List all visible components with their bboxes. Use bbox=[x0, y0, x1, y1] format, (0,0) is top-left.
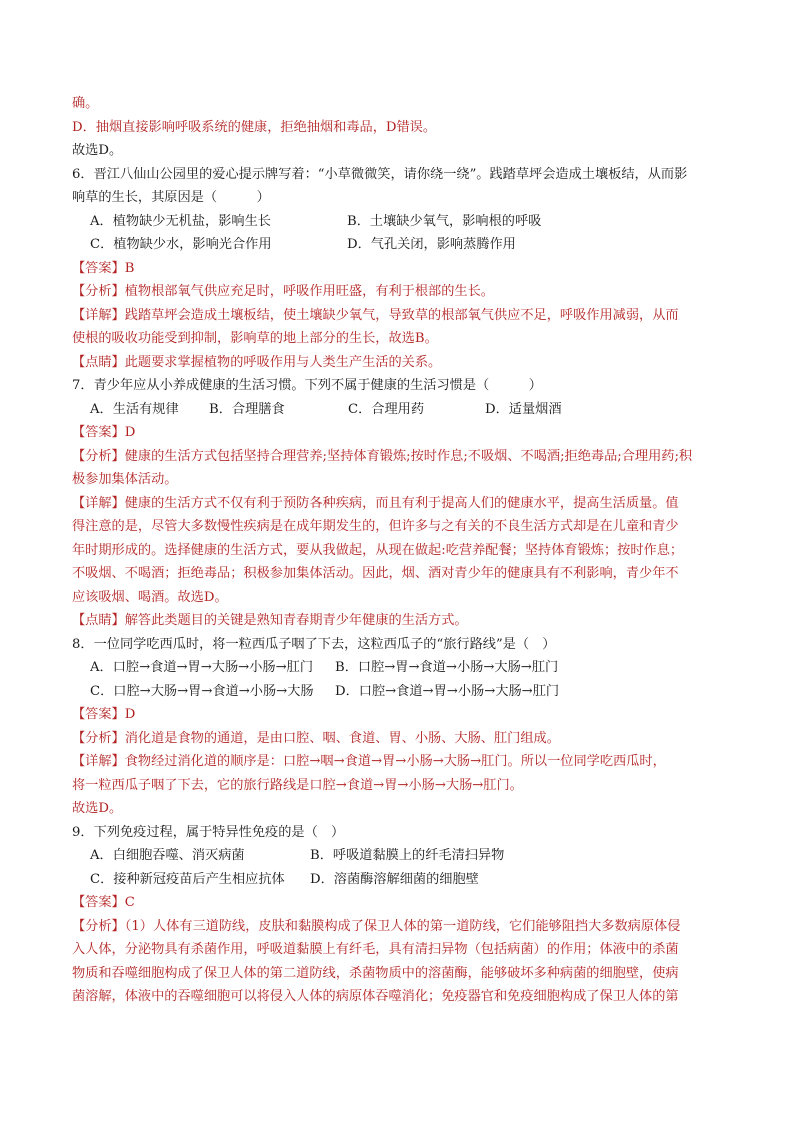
q7-detail-cont-4: 应该吸烟、喝酒。故选D。 bbox=[72, 589, 228, 605]
q6-option-d: D．气孔关闭，影响蒸腾作用 bbox=[347, 237, 516, 252]
q7-option-c: C．合理用药 bbox=[348, 401, 425, 417]
q7-options-row bbox=[72, 398, 722, 422]
q6-options-row-1 bbox=[72, 210, 722, 234]
answer-value: D bbox=[124, 425, 136, 440]
q8-detail bbox=[72, 750, 722, 774]
detail-text: 健康的生活方式不仅有利于预防各种疾病，而且有利于提高人们的健康水平，提高生活质量。值 bbox=[124, 495, 679, 511]
answer-tag: 【答案】 bbox=[72, 895, 125, 910]
q8-detail-cont: 将一粒西瓜子咽了下去，它的旅行路线是口腔→食道→胃→小肠→大肠→肛门。 bbox=[72, 777, 523, 793]
q6-answer bbox=[72, 257, 722, 281]
q9-option-c: C．接种新冠疫苗后产生相应抗体 bbox=[90, 871, 285, 887]
q7-detail-cont-3: 不吸烟、不喝酒；拒绝毒品；积极参加集体活动。因此，烟、酒对青少年的健康具有不利影响，青少年不 bbox=[72, 566, 679, 581]
q8-stem: 8．一位同学吃西瓜时，将一粒西瓜子咽了下去，这粒西瓜子的“旅行路线”是（ ） bbox=[72, 636, 556, 652]
q9-stem: 9．下列免疫过程，属于特异性免疫的是（ ） bbox=[72, 824, 345, 840]
answer-value: C bbox=[124, 895, 135, 910]
analysis-tag: 【分析】 bbox=[72, 448, 125, 464]
q7-analysis bbox=[72, 445, 722, 469]
point-text: 此题要求掌握植物的呼吸作用与人类生产生活的关系。 bbox=[124, 354, 442, 370]
answer-tag: 【答案】 bbox=[72, 260, 125, 276]
analysis-text: 健康的生活方式包括坚持合理营养;坚持体育锻炼;按时作息;不吸烟、不喝酒;拒绝毒品;合理用药;积 bbox=[124, 448, 693, 464]
q9-analysis-cont-1: 入人体，分泌物具有杀菌作用，呼吸道黏膜上有纤毛，具有清扫异物（包括病菌）的作用；体液中的杀菌 bbox=[72, 942, 679, 957]
point-text: 解答此类题目的关键是熟知青春期青少年健康的生活方式。 bbox=[124, 613, 468, 628]
q6-option-c: C．植物缺少水，影响光合作用 bbox=[90, 237, 272, 252]
q5-conclusion: 故选D。 bbox=[72, 143, 123, 158]
answer-tag: 【答案】 bbox=[72, 425, 125, 440]
analysis-text: （1）人体有三道防线，皮肤和黏膜构成了保卫人体的第一道防线，它们能够阻挡大多数病原体侵 bbox=[124, 918, 681, 934]
q6-stem: 6．晋江八仙山公园里的爱心提示牌写着：“小草微微笑，请你绕一绕”。践踏草坪会造成土壤板结，从而影 bbox=[72, 166, 688, 182]
q6-option-a: A．植物缺少无机盐，影响生长 bbox=[90, 213, 271, 229]
q7-option-d: D．适量烟酒 bbox=[485, 401, 562, 417]
q5-explanation-tail: 确。 bbox=[72, 96, 99, 111]
q8-option-b: B．口腔→胃→食道→小肠→大肠→肛门 bbox=[335, 660, 559, 675]
q7-option-a: A．生活有规律 bbox=[90, 401, 179, 417]
q9-analysis bbox=[72, 915, 722, 939]
q9-option-a: A．白细胞吞噬、消灭病菌 bbox=[90, 848, 245, 863]
point-tag: 【点睛】 bbox=[72, 354, 125, 370]
q9-options-row-2 bbox=[72, 868, 722, 892]
q9-analysis-cont-2: 物质和吞噬细胞构成了保卫人体的第二道防线，杀菌物质中的溶菌酶，能够破坏多种病菌的细胞壁，使病 bbox=[72, 965, 679, 981]
q6-stem-cont: 响草的生长，其原因是（ ） bbox=[72, 190, 270, 205]
analysis-tag: 【分析】 bbox=[72, 284, 125, 299]
q6-detail bbox=[72, 304, 722, 328]
q7-option-b: B．合理膳食 bbox=[209, 401, 285, 417]
q5-option-d-explanation: D．抽烟直接影响呼吸系统的健康，拒绝抽烟和毒品，D错误。 bbox=[72, 119, 437, 135]
analysis-tag: 【分析】 bbox=[72, 730, 125, 746]
q7-answer bbox=[72, 421, 722, 445]
detail-text: 食物经过消化道的顺序是：口腔→咽→食道→胃→小肠→大肠→肛门。所以一位同学吃西瓜时， bbox=[124, 754, 666, 769]
q9-answer bbox=[72, 891, 722, 915]
q7-point bbox=[72, 609, 722, 633]
q9-option-b: B．呼吸道黏膜上的纤毛清扫异物 bbox=[310, 848, 505, 863]
q7-detail bbox=[72, 492, 722, 516]
detail-tag: 【详解】 bbox=[72, 495, 125, 511]
answer-tag: 【答案】 bbox=[72, 707, 125, 722]
analysis-text: 植物根部氧气供应充足时，呼吸作用旺盛，有利于根部的生长。 bbox=[124, 284, 494, 299]
document-page bbox=[72, 92, 722, 1009]
q7-analysis-cont: 极参加集体活动。 bbox=[72, 472, 178, 487]
q8-option-c: C．口腔→大肠→胃→食道→小肠→大肠 bbox=[90, 683, 314, 699]
point-tag: 【点睛】 bbox=[72, 613, 125, 628]
q8-option-d: D．口腔→食道→胃→小肠→大肠→肛门 bbox=[335, 683, 560, 699]
detail-tag: 【详解】 bbox=[72, 307, 125, 323]
q6-analysis bbox=[72, 280, 722, 304]
q6-options-row-2 bbox=[72, 233, 722, 257]
q7-stem: 7．青少年应从小养成健康的生活习惯。下列不属于健康的生活习惯是（ ） bbox=[72, 378, 542, 393]
detail-tag: 【详解】 bbox=[72, 754, 125, 769]
analysis-text: 消化道是食物的通道，是由口腔、咽、食道、胃、小肠、大肠、肛门组成。 bbox=[124, 730, 560, 746]
q7-detail-cont-1: 得注意的是，尽管大多数慢性疾病是在成年期发生的，但许多与之有关的不良生活方式却是在儿童和青少 bbox=[72, 519, 679, 534]
q6-option-b: B．土壤缺少氧气，影响根的呼吸 bbox=[347, 213, 542, 229]
answer-value: D bbox=[124, 707, 136, 722]
q8-conclusion: 故选D。 bbox=[72, 801, 123, 816]
q6-detail-cont: 使根的吸收功能受到抑制，影响草的地上部分的生长，故选B。 bbox=[72, 331, 438, 346]
q6-point bbox=[72, 351, 722, 375]
answer-value: B bbox=[124, 260, 135, 276]
q9-analysis-cont-3: 菌溶解，体液中的吞噬细胞可以将侵入人体的病原体吞噬消化；免疫器官和免疫细胞构成了保卫人体的第 bbox=[72, 989, 679, 1004]
q8-options-row-2 bbox=[72, 680, 722, 704]
q8-analysis bbox=[72, 727, 722, 751]
detail-text: 践踏草坪会造成土壤板结，使土壤缺少氧气，导致草的根部氧气供应不足，呼吸作用减弱，从而 bbox=[124, 307, 679, 323]
q8-options-row-1 bbox=[72, 656, 722, 680]
q7-detail-cont-2: 年时期形成的。选择健康的生活方式，要从我做起，从现在做起:吃营养配餐；坚持体育锻炼；按时作息； bbox=[72, 542, 684, 558]
q8-option-a: A．口腔→食道→胃→大肠→小肠→肛门 bbox=[90, 660, 314, 675]
analysis-tag: 【分析】 bbox=[72, 918, 125, 934]
q9-option-d: D．溶菌酶溶解细菌的细胞壁 bbox=[310, 871, 479, 887]
q9-options-row-1 bbox=[72, 844, 722, 868]
q8-answer bbox=[72, 703, 722, 727]
